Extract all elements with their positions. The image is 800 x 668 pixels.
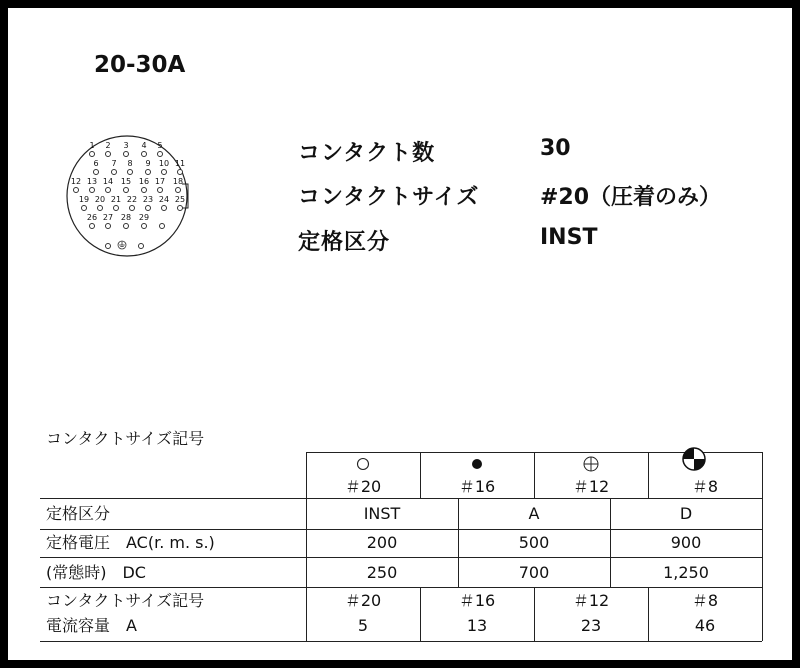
pin-label: 22 xyxy=(126,195,138,204)
contact-hole xyxy=(159,223,165,229)
pin-label: 9 xyxy=(145,159,151,168)
header-size-20: ＃20 xyxy=(344,477,382,496)
cell-class-a: A xyxy=(528,504,540,523)
pin-label: 24 xyxy=(158,195,170,204)
ground-icon xyxy=(117,240,127,250)
contact-hole xyxy=(141,151,147,157)
contact-hole xyxy=(105,243,111,249)
pin-label: 19 xyxy=(78,195,90,204)
pin-label: 29 xyxy=(138,213,150,222)
pin-label: 15 xyxy=(120,177,132,186)
crossed-circle-icon xyxy=(582,455,600,473)
contact-hole xyxy=(141,223,147,229)
pin-label: 28 xyxy=(120,213,132,222)
pin-label: 12 xyxy=(70,177,82,186)
contact-hole xyxy=(123,223,129,229)
pin-label: 3 xyxy=(123,141,129,150)
contact-hole xyxy=(177,169,183,175)
contact-hole xyxy=(81,205,87,211)
pin-label: 18 xyxy=(172,177,184,186)
table-rule xyxy=(40,587,762,588)
contact-hole xyxy=(111,169,117,175)
header-size-8: ＃8 xyxy=(691,477,719,496)
pin-label: 21 xyxy=(110,195,122,204)
contact-hole xyxy=(89,151,95,157)
pin-label: 8 xyxy=(127,159,133,168)
contact-hole xyxy=(138,243,144,249)
rating-class-value: INST xyxy=(540,225,598,250)
contact-hole xyxy=(105,151,111,157)
cell-size-12: ＃12 xyxy=(572,591,610,610)
contact-hole xyxy=(157,151,163,157)
contact-hole xyxy=(105,223,111,229)
pin-label: 25 xyxy=(174,195,186,204)
header-size-12: ＃12 xyxy=(572,477,610,496)
contact-hole xyxy=(161,169,167,175)
cell-size-8: ＃8 xyxy=(691,591,719,610)
contact-hole xyxy=(105,187,111,193)
pin-label: 11 xyxy=(174,159,186,168)
cell-dc-inst: 250 xyxy=(366,563,398,582)
contact-hole xyxy=(73,187,79,193)
table-rule xyxy=(40,529,762,530)
pin-label: 5 xyxy=(157,141,163,150)
rating-class-label: 定格区分 xyxy=(298,230,391,255)
contact-size-value: #20（圧着のみ） xyxy=(540,185,722,210)
cell-current-12: 23 xyxy=(580,616,602,635)
row-label-current: 電流容量 A xyxy=(46,616,137,635)
connector-model-title: 20-30A xyxy=(94,52,186,78)
contact-count-label: コンタクト数 xyxy=(298,141,436,166)
row-label-contact-size: コンタクトサイズ記号 xyxy=(46,591,205,610)
contact-hole xyxy=(89,223,95,229)
table-rule xyxy=(40,641,762,642)
pin-label: 2 xyxy=(105,141,111,150)
pin-label: 1 xyxy=(89,141,95,150)
table-caption: コンタクトサイズ記号 xyxy=(46,429,205,448)
pin-label: 4 xyxy=(141,141,147,150)
contact-hole xyxy=(145,169,151,175)
contact-hole xyxy=(89,187,95,193)
row-label-ac-voltage: 定格電圧 AC(r. m. s.) xyxy=(46,533,215,552)
pin-label: 6 xyxy=(93,159,99,168)
contact-hole xyxy=(113,205,119,211)
cell-size-16: ＃16 xyxy=(458,591,496,610)
cell-ac-a: 500 xyxy=(518,533,550,552)
contact-hole xyxy=(93,169,99,175)
cell-current-8: 46 xyxy=(694,616,716,635)
row-label-dc-voltage: (常態時) DC xyxy=(46,563,146,582)
quartered-circle-icon xyxy=(681,446,707,472)
connector-face-diagram xyxy=(64,126,190,266)
contact-hole xyxy=(157,187,163,193)
cell-class-d: D xyxy=(679,504,693,523)
contact-hole xyxy=(175,187,181,193)
contact-count-value: 30 xyxy=(540,136,571,161)
contact-hole xyxy=(97,205,103,211)
pin-label: 10 xyxy=(158,159,170,168)
cell-dc-a: 700 xyxy=(518,563,550,582)
pin-label: 23 xyxy=(142,195,154,204)
contact-hole xyxy=(161,205,167,211)
table-rule xyxy=(40,557,762,558)
contact-hole xyxy=(129,205,135,211)
pin-label: 27 xyxy=(102,213,114,222)
contact-hole xyxy=(127,169,133,175)
contact-hole xyxy=(177,205,183,211)
contact-hole xyxy=(141,187,147,193)
header-size-16: ＃16 xyxy=(458,477,496,496)
contact-hole xyxy=(123,151,129,157)
pin-label: 26 xyxy=(86,213,98,222)
cell-current-16: 13 xyxy=(466,616,488,635)
cell-size-20: ＃20 xyxy=(344,591,382,610)
pin-label: 7 xyxy=(111,159,117,168)
pin-label: 13 xyxy=(86,177,98,186)
filled-circle-icon xyxy=(470,457,484,471)
pin-label: 20 xyxy=(94,195,106,204)
open-circle-icon xyxy=(356,457,370,471)
cell-dc-d: 1,250 xyxy=(663,563,709,582)
pin-label: 14 xyxy=(102,177,114,186)
cell-ac-d: 900 xyxy=(670,533,702,552)
contact-hole xyxy=(123,187,129,193)
cell-current-20: 5 xyxy=(357,616,369,635)
table-rule xyxy=(762,452,763,641)
pin-label: 16 xyxy=(138,177,150,186)
pin-label: 17 xyxy=(154,177,166,186)
cell-class-inst: INST xyxy=(363,504,401,523)
contact-hole xyxy=(145,205,151,211)
table-rule xyxy=(40,498,762,499)
row-label-rating-class: 定格区分 xyxy=(46,504,111,523)
contact-size-label: コンタクトサイズ xyxy=(298,185,480,210)
cell-ac-inst: 200 xyxy=(366,533,398,552)
